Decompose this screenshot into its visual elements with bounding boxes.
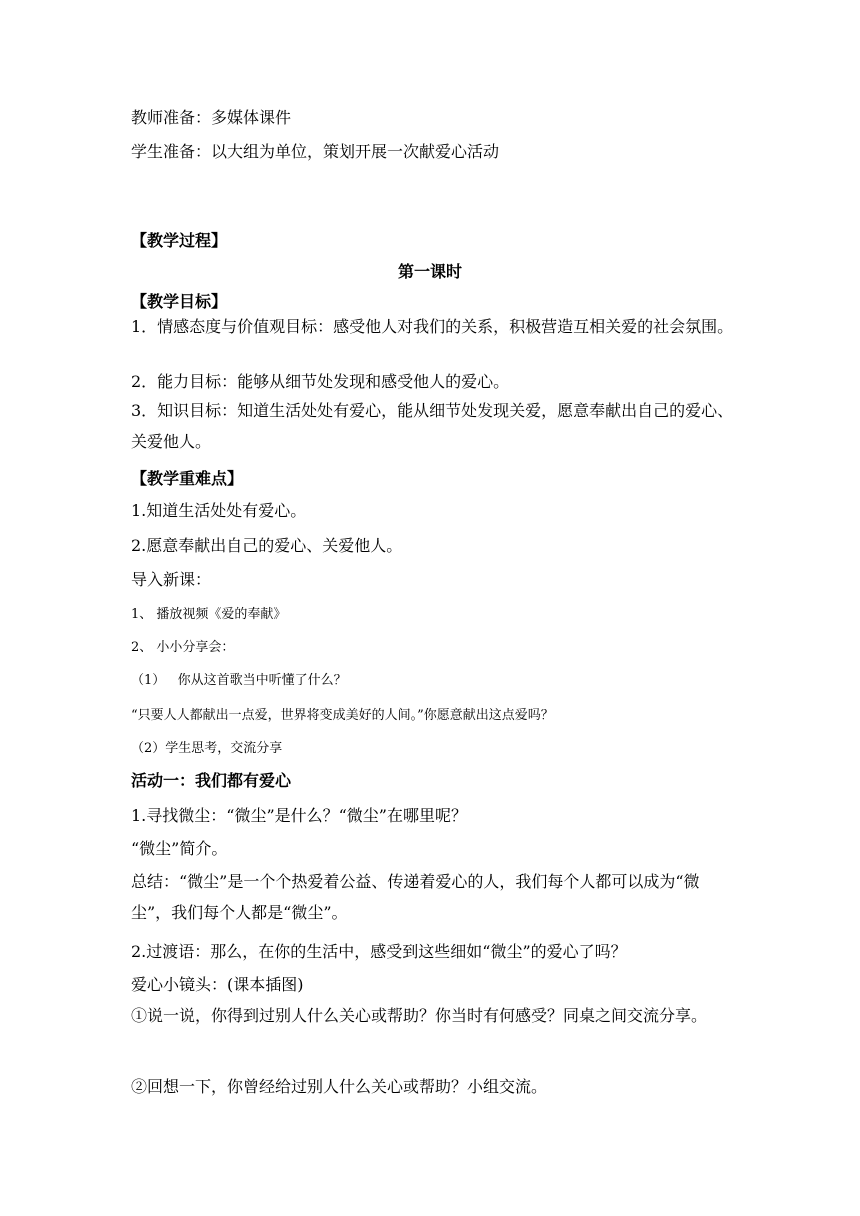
intro-label: 导入新课： [131,570,212,589]
intro-step: 1、 播放视频《爱的奉献》 [131,607,287,622]
process-heading: 【教学过程】 [131,231,228,250]
key-point-item: 1.知道生活处处有爱心。 [131,501,307,520]
activity1-line: ②回想一下，你曾经给过别人什么关心或帮助？小组交流。 [131,1077,548,1096]
goal-item: 2．能力目标：能够从细节处发现和感受他人的爱心。 [131,372,510,391]
teacher-prep: 教师准备：多媒体课件 [131,108,292,127]
goal-item: 3．知识目标：知道生活处处有爱心，能从细节处发现关爱，愿意奉献出自己的爱心、关爱他人。 [131,401,734,451]
goal-item: 1．情感态度与价值观目标：感受他人对我们的关系，积极营造互相关爱的社会氛围。 [131,317,734,336]
activity1-line: 1.寻找微尘：“微尘”是什么？“微尘”在哪里呢？ [131,806,467,825]
student-prep: 学生准备：以大组为单位，策划开展一次献爱心活动 [131,142,500,161]
key-point-item: 2.愿意奉献出自己的爱心、关爱他人。 [131,536,403,555]
goals-heading: 【教学目标】 [131,292,228,311]
activity1-line: “微尘”简介。 [131,839,228,858]
intro-step: “只要人人都献出一点爱，世界将变成美好的人间。”你愿意献出这点爱吗？ [131,708,554,723]
lesson-title: 第一课时 [397,262,462,281]
key-points-heading: 【教学重难点】 [131,469,244,488]
intro-step: （1） 你从这首歌当中听懂了什么？ [131,673,347,688]
intro-step: 2、 小小分享会： [131,640,235,655]
activity1-line: 爱心小镜头：(课本插图) [131,975,304,994]
activity1-line: ①说一说，你得到过别人什么关心或帮助？你当时有何感受？同桌之间交流分享。 [131,1006,708,1025]
activity1-heading: 活动一：我们都有爱心 [131,771,292,790]
activity1-line: 总结：“微尘”是一个个热爱着公益、传递着爱心的人，我们每个人都可以成为“微尘”，我们每个人都是“微尘”。 [131,872,700,922]
activity1-line: 2.过渡语：那么，在你的生活中，感受到这些细如“微尘”的爱心了吗？ [131,942,627,961]
intro-step: （2）学生思考，交流分享 [131,741,283,756]
